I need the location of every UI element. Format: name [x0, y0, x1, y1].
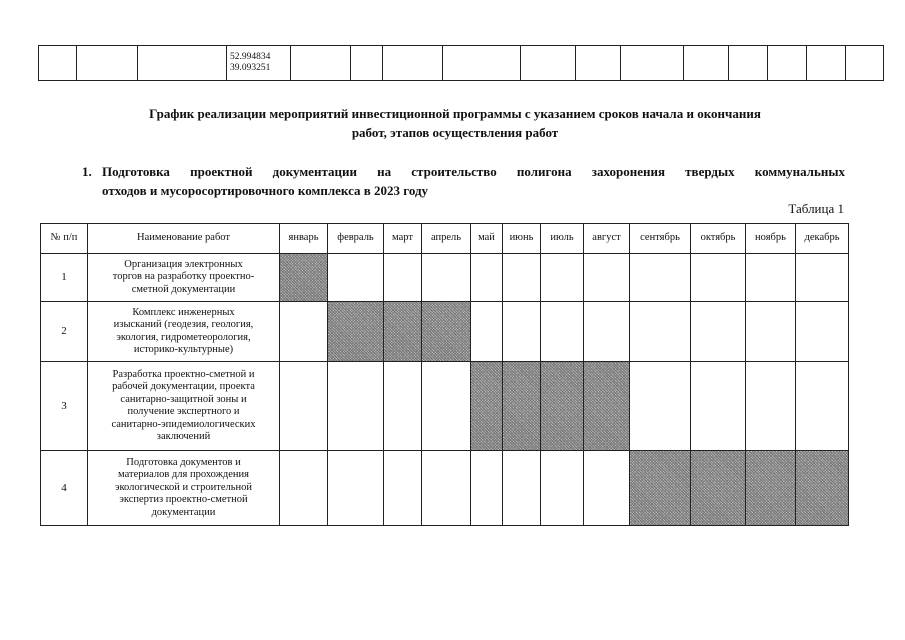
strip-cell — [767, 46, 806, 81]
work-name-line: санитарно-защитной зоны и — [120, 393, 247, 405]
month-cell-active — [796, 451, 849, 526]
header-row — [41, 224, 849, 254]
coordinate-longitude: 39.093251 — [229, 63, 271, 73]
work-name-line: историко-культурные) — [133, 344, 234, 355]
strip-cell — [77, 46, 138, 81]
month-cell — [422, 254, 471, 302]
schedule-table — [40, 223, 849, 526]
work-name-line: получение экспертного и — [127, 406, 240, 417]
header-month: ноябрь — [746, 224, 796, 254]
section-heading-line-2: отходов и мусоросортировочного комплекса в 2023 году — [102, 183, 429, 198]
month-cell — [422, 451, 471, 526]
month-cell — [541, 451, 584, 526]
month-cell — [796, 254, 849, 302]
work-name-line: экологической и строительной — [114, 481, 253, 493]
row-number: 3 — [41, 362, 88, 451]
work-name-line: санитарно-эпидемиологических — [111, 418, 256, 430]
header-month: декабрь — [796, 224, 849, 254]
month-cell — [691, 254, 746, 302]
header-month: апрель — [422, 224, 471, 254]
month-cell — [328, 362, 384, 451]
month-cell — [328, 254, 384, 302]
month-cell — [280, 302, 328, 362]
strip-cell — [845, 46, 883, 81]
work-name-line: сметной документации — [131, 283, 236, 295]
strip-cell — [575, 46, 620, 81]
coordinate-latitude: 52.994834 — [229, 52, 271, 62]
section-heading — [82, 162, 845, 200]
work-name-line: Организация электронных — [124, 258, 243, 270]
strip-cell — [807, 46, 845, 81]
work-name-line: Разработка проектно-сметной и — [112, 368, 255, 380]
strip-cell — [382, 46, 443, 81]
month-cell — [503, 451, 541, 526]
month-cell-active — [746, 451, 796, 526]
work-name-line: заключений — [156, 431, 211, 442]
month-cell — [541, 302, 584, 362]
work-name-line: Комплекс инженерных — [132, 306, 235, 318]
month-cell — [584, 254, 630, 302]
header-month: март — [384, 224, 422, 254]
work-name — [88, 451, 280, 526]
month-cell — [384, 362, 422, 451]
month-cell — [746, 362, 796, 451]
row-number: 2 — [41, 302, 88, 362]
coordinates-cell — [226, 46, 290, 81]
month-cell — [746, 254, 796, 302]
table-row — [41, 254, 849, 302]
month-cell — [471, 451, 503, 526]
strip-cell — [683, 46, 728, 81]
month-cell — [630, 302, 691, 362]
header-month: январь — [280, 224, 328, 254]
strip-cell — [138, 46, 227, 81]
month-cell-active — [422, 302, 471, 362]
header-month: июнь — [503, 224, 541, 254]
month-cell-active — [280, 254, 328, 302]
month-cell-active — [691, 451, 746, 526]
table-caption: Таблица 1 — [788, 201, 844, 216]
month-cell — [584, 302, 630, 362]
month-cell — [630, 362, 691, 451]
month-cell — [796, 362, 849, 451]
header-name: Наименование работ — [88, 224, 280, 254]
month-cell — [541, 254, 584, 302]
work-name — [88, 362, 280, 451]
strip-cell — [621, 46, 684, 81]
month-cell — [280, 451, 328, 526]
table-row — [41, 451, 849, 526]
strip-cell — [290, 46, 351, 81]
work-name-line: экспертиз проектно-сметной — [119, 494, 248, 506]
strip-cell — [351, 46, 382, 81]
month-cell-active — [541, 362, 584, 451]
month-cell-active — [328, 302, 384, 362]
work-name-line: торгов на разработку проектно- — [112, 271, 255, 283]
work-name-line: материалов для прохождения — [118, 469, 249, 481]
month-cell — [384, 451, 422, 526]
header-month: сентябрь — [630, 224, 691, 254]
month-cell — [584, 451, 630, 526]
work-name-line: изысканий (геодезия, геология, — [113, 319, 254, 330]
month-cell-active — [503, 362, 541, 451]
row-number: 1 — [41, 254, 88, 302]
work-name-line: экология, гидрометеорология, — [116, 331, 251, 343]
work-name-line: документации — [151, 506, 216, 518]
month-cell — [630, 254, 691, 302]
month-cell-active — [384, 302, 422, 362]
row-number: 4 — [41, 451, 88, 526]
month-cell — [471, 302, 503, 362]
month-cell — [384, 254, 422, 302]
month-cell — [503, 302, 541, 362]
header-month: февраль — [328, 224, 384, 254]
month-cell — [691, 362, 746, 451]
header-month: май — [471, 224, 503, 254]
work-name-line: Подготовка документов и — [126, 456, 241, 468]
month-cell — [280, 362, 328, 451]
title-line-2: работ, этапов осуществления работ — [351, 125, 559, 140]
previous-table-strip — [38, 45, 884, 81]
strip-cell — [729, 46, 767, 81]
header-month: октябрь — [691, 224, 746, 254]
month-cell-active — [584, 362, 630, 451]
month-cell — [746, 302, 796, 362]
work-name-line: рабочей документации, проекта — [112, 381, 255, 392]
work-name — [88, 254, 280, 302]
title-line-1: График реализации мероприятий инвестиционной программы с указанием сроков начала и окончания — [149, 106, 761, 121]
month-cell — [796, 302, 849, 362]
month-cell-active — [471, 362, 503, 451]
document-title — [60, 104, 850, 142]
month-cell — [328, 451, 384, 526]
section-heading-line-1: Подготовка проектной документации на строительство полигона захоронения твердых коммунальных — [102, 164, 845, 179]
strip-cell — [443, 46, 521, 81]
month-cell — [422, 362, 471, 451]
strip-cell — [39, 46, 77, 81]
month-cell — [471, 254, 503, 302]
header-month: июль — [541, 224, 584, 254]
header-number: № п/п — [41, 224, 88, 254]
work-name — [88, 302, 280, 362]
month-cell — [691, 302, 746, 362]
table-row — [41, 302, 849, 362]
section-number: 1. — [82, 164, 92, 179]
month-cell-active — [630, 451, 691, 526]
month-cell — [503, 254, 541, 302]
table-row — [41, 362, 849, 451]
strip-cell — [521, 46, 576, 81]
header-month: август — [584, 224, 630, 254]
